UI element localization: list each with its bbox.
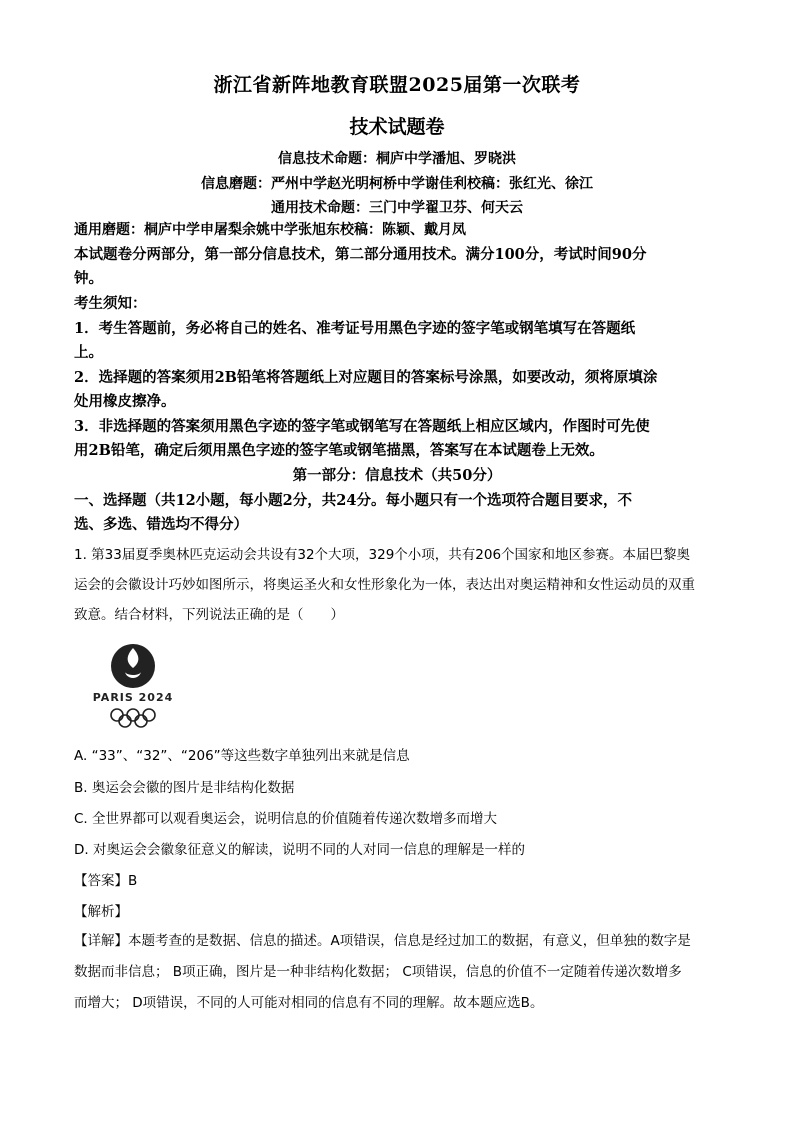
- credit-line-4: 通用磨题：桐庐中学申屠梨余姚中学张旭东校稿：陈颖、戴月凤: [74, 222, 466, 238]
- notice-1b: 上。: [74, 344, 103, 361]
- section-title-a: 一、选择题（共12小题，每小题2分，共24分。每小题只有一个选项符合题目要求，不: [74, 492, 632, 509]
- option-b: B. 奥运会会徽的图片是非结构化数据: [74, 780, 295, 796]
- notice-3b: 用2B铅笔，确定后须用黑色字迹的签字笔或钢笔描黑，答案写在本试题卷上无效。: [74, 442, 604, 459]
- option-d: D. 对奥运会会徽象征意义的解读，说明不同的人对同一信息的理解是一样的: [74, 842, 525, 858]
- question-1-line-1: 1. 第33届夏季奥林匹克运动会共设有32个大项，329个小项，共有206个国家和地区参赛。本届巴黎奥: [74, 547, 691, 563]
- notice-2a: 2．选择题的答案须用2B铅笔将答题纸上对应题目的答案标号涂黑，如要改动，须将原填涂: [74, 369, 658, 386]
- notice-1a: 1．考生答题前，务必将自己的姓名、准考证号用黑色字迹的签字笔或钢笔填写在答题纸: [74, 320, 636, 337]
- notice-3a: 3．非选择题的答案须用黑色字迹的签字笔或钢笔写在答题纸上相应区域内，作图时可先使: [74, 418, 650, 435]
- paris-2024-logo: [84, 636, 182, 732]
- intro-line-1: 本试题卷分两部分，第一部分信息技术，第二部分通用技术。满分100分，考试时间90分: [74, 246, 647, 263]
- notice-2b: 处用橡皮擦净。: [74, 393, 176, 410]
- credit-line-1: 信息技术命题：桐庐中学潘旭、罗晓洪: [278, 151, 516, 167]
- part1-title: 第一部分：信息技术（共50分）: [292, 467, 502, 484]
- exam-title: 浙江省新阵地教育联盟2025届第一次联考: [213, 74, 581, 96]
- credit-line-3: 通用技术命题：三门中学翟卫芬、何天云: [271, 200, 523, 216]
- intro-line-2: 钟。: [74, 270, 103, 287]
- detail-line-1: 【详解】本题考查的是数据、信息的描述。A项错误，信息是经过加工的数据，有意义，但单独的数字是: [74, 933, 691, 949]
- notice-title: 考生须知：: [74, 295, 147, 312]
- credit-line-2: 信息磨题：严州中学赵光明柯桥中学谢佳利校稿：张红光、徐江: [201, 176, 593, 192]
- detail-line-3: 而增大； D项错误，不同的人可能对相同的信息有不同的理解。故本题应选B。: [74, 995, 544, 1011]
- logo-text: PARIS 2024: [92, 691, 174, 704]
- paris-2024-emblem-icon: [84, 636, 182, 732]
- option-c: C. 全世界都可以观看奥运会，说明信息的价值随着传递次数增多而增大: [74, 811, 498, 827]
- detail-line-2: 数据而非信息； B项正确，图片是一种非结构化数据； C项错误，信息的价值不一定随着传递次数增多: [74, 964, 682, 980]
- answer-label: 【答案】: [74, 873, 128, 889]
- answer-value: B: [128, 873, 138, 889]
- analysis-label: 【解析】: [74, 904, 128, 920]
- question-1-line-2: 运会的会徽设计巧妙如图所示，将奥运圣火和女性形象化为一体，表达出对奥运精神和女性运动员的双重: [74, 577, 695, 593]
- exam-subtitle: 技术试题卷: [349, 116, 445, 138]
- section-title-b: 选、多选、错选均不得分）: [74, 516, 248, 533]
- option-a: A. “33”、“32”、“206”等这些数字单独列出来就是信息: [74, 748, 410, 764]
- answer-line: [74, 869, 724, 889]
- question-1-line-3: 致意。结合材料，下列说法正确的是（ ）: [74, 607, 344, 623]
